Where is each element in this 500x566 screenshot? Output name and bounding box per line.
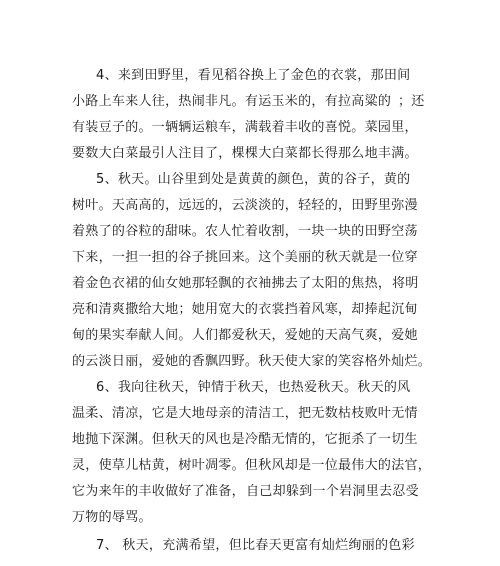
text-line-18: 万物的辱骂。	[72, 510, 152, 525]
text-line-17b: 自己却躲到一个岩洞里去忍受	[246, 484, 419, 499]
text-line-4: 要数大白菜最引人注目了，棵棵大白菜都长得那么地丰满。	[72, 146, 418, 161]
text-line-7: 着熟了的谷粒的甜味。农人忙着收割，一块一块的田野空荡	[72, 224, 418, 239]
text-line-12: 的云淡日丽，爱她的香飘四野。秋天使大家的笑容格外灿烂。	[72, 354, 432, 369]
text-line-10: 亮和清爽撒给大地；她用宽大的衣裳挡着风寒，却捧起沉甸	[72, 302, 418, 317]
text-line-9b: 将明	[392, 276, 419, 291]
text-line-6: 树叶。天高高的，远远的，云淡淡的，轻轻的，田野里弥漫	[72, 198, 418, 213]
text-line-8: 下来，一担一担的谷子挑回来。这个美丽的秋天就是一位穿	[72, 250, 418, 265]
text-line-17: 它为来年的丰收做好了准备，	[72, 484, 245, 499]
text-line-9: 着金色衣裙的仙女她那轻飘的衣袖拂去了太阳的焦热，	[72, 276, 392, 291]
text-line-2b: ；还	[398, 94, 425, 109]
text-line-15: 地抛下深渊。但秋天的风也是冷酷无情的，它扼杀了一切生	[72, 432, 418, 447]
text-line-13: 6、我向往秋天，钟情于秋天，也热爱秋天。秋天的风	[96, 380, 411, 395]
text-line-19: 7、 秋天，充满希望，但比春天更富有灿烂绚丽的色彩	[96, 538, 415, 553]
text-line-14: 温柔、清凉，它是大地母亲的清洁工，把无数枯枝败叶无情	[72, 406, 418, 421]
text-line-5: 5、秋天。山谷里到处是黄黄的颜色，黄的谷子，黄的	[96, 172, 411, 187]
text-line-1: 4、来到田野里，看见稻谷换上了金色的衣裳，那田间	[96, 68, 411, 83]
text-line-3: 有装豆子的。一辆辆运粮车，满载着丰收的喜悦。菜园里，	[72, 120, 418, 135]
text-line-16: 灵，使草儿枯黄，树叶凋零。但秋风却是一位最伟大的法官，	[72, 458, 432, 473]
text-line-11: 甸的果实奉献人间。人们都爱秋天，爱她的天高气爽，爱她	[72, 328, 418, 343]
text-line-2: 小路上车来人往，热闹非凡。有运玉米的，有拉高粱的	[72, 94, 392, 109]
